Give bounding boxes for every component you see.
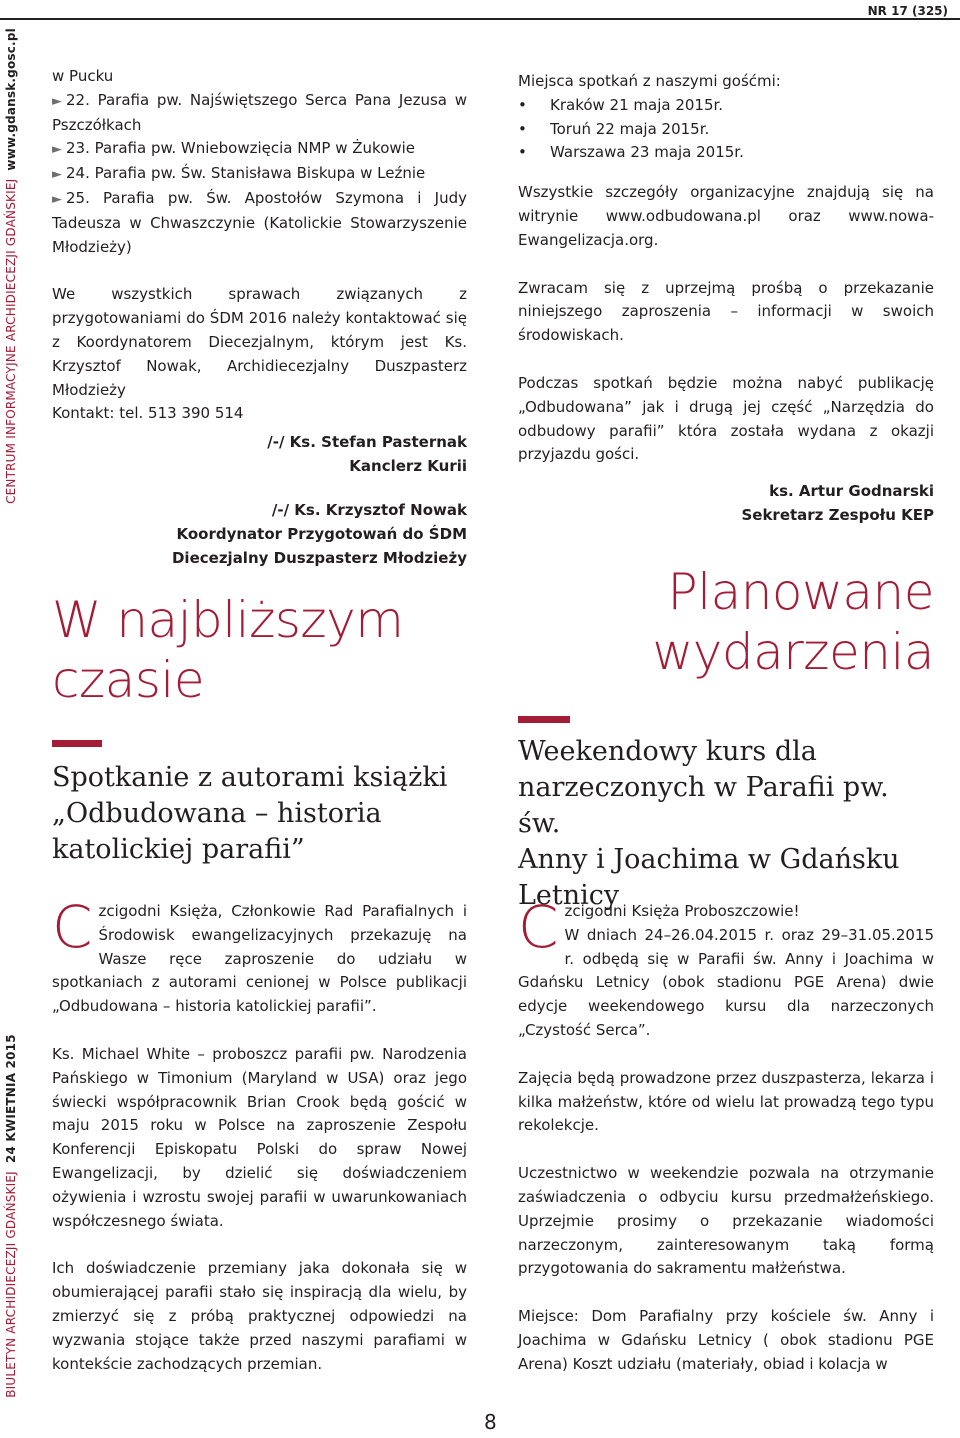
article-title-left — [52, 760, 467, 868]
article-title-right — [518, 734, 938, 914]
signature-role: Kanclerz Kurii — [349, 457, 467, 476]
signature-role: Diecezjalny Duszpasterz Młodzieży — [171, 549, 467, 568]
article-body-left — [52, 893, 467, 1376]
title-line: katolickiej parafii” — [52, 834, 305, 865]
paragraph-text: zcigodni Księża, Członkowie Rad Parafialnych i Środowisk ewangelizacyjnych przekazuję na Wasze ręce zaproszenie do udziału w spotkaniach z autorami cenionej w Polsce publikacji „Odbudowana – historia katolickiej parafii”. — [52, 902, 467, 1016]
side-band-top-part1: CENTRUM INFORMACYJNE ARCHIDIECEZJI GDAŃSKIEJ — [4, 178, 18, 504]
accent-bar — [52, 740, 102, 747]
places-list — [518, 94, 934, 165]
title-line: Anny i Joachima w Gdańsku — [518, 844, 900, 875]
article-body-right — [518, 893, 934, 1377]
left-top-block — [52, 65, 467, 570]
heading-line: wydarzenia — [652, 623, 934, 681]
list-item-text: 22. Parafia pw. Najświętszego Serca Pana Jezusa w Pszczółkach — [52, 90, 467, 134]
issue-number: NR 17 (325) — [867, 4, 948, 18]
side-band-bottom-part2: 24 KWIETNIA 2015 — [4, 1034, 18, 1164]
book-paragraph: Podczas spotkań będzie można nabyć publikację „Odbudowana” jak i drugą jej część „Narzędzia do odbudowy parafii” która została wydana z okazji przyjazdu gości. — [518, 373, 934, 464]
list-item — [52, 137, 467, 162]
side-band-bottom — [0, 1034, 22, 1398]
section-heading-right — [518, 562, 934, 682]
accent-bar — [518, 716, 570, 723]
title-line: Spotkanie z autorami książki — [52, 762, 448, 793]
page-number: 8 — [484, 1410, 497, 1434]
places-item: • Warszawa 23 maja 2015r. — [518, 141, 934, 165]
heading-line: czasie — [52, 651, 205, 709]
article-paragraph: Ich doświadczenie przemiany jaka dokonała się w obumierającej parafii stało się inspiracją dla wielu, by zmierzyć się z próbą praktycznej odpowiedzi na wyzwania stojące także przed naszymi parafiami w kontekście zachodzących przemian. — [52, 1259, 467, 1373]
signature-role: Koordynator Przygotowań do ŚDM — [176, 525, 467, 544]
signature-role: Sekretarz Zespołu KEP — [741, 506, 934, 525]
title-line: „Odbudowana – historia — [52, 798, 382, 829]
side-band-bottom-text — [4, 1034, 18, 1398]
paragraph-text: zcigodni Księża Proboszczowie! — [564, 902, 800, 920]
paragraph-text: W dniach 24–26.04.2015 r. oraz 29–31.05.2015 r. odbędą się w Parafii św. Anny i Joachima w Gdańsku Letnicy (obok stadionu PGE Arena) dwie edycje weekendowego kursu dla narzeczonych „Czystość Serca”. — [518, 925, 934, 1039]
article-paragraph: Miejsce: Dom Parafialny przy kościele św. Anny i Joachima w Gdańsku Letnicy ( obok stadionu PGE Arena) Koszt udziału (materiały, obiad i kolacja w — [518, 1307, 934, 1373]
signature-chancellor — [52, 430, 467, 478]
details-paragraph: Wszystkie szczegóły organizacyjne znajdują się na witrynie www.odbudowana.pl oraz www.nowa-Ewangelizacja.org. — [518, 183, 934, 249]
drop-cap: C — [52, 893, 93, 961]
triangle-bullet-icon: ► — [52, 191, 62, 207]
side-band-top — [0, 28, 22, 504]
drop-cap: C — [518, 893, 559, 961]
list-item — [52, 187, 467, 259]
signature-secretary — [518, 479, 934, 527]
article-paragraph: Ks. Michael White – proboszcz parafii pw. Narodzenia Pańskiego w Timonium (Maryland w USA) oraz jego świecki współpracownik Brian Crook będą gościć w maju 2015 roku w Polsce na zaproszenie Zespołu Konferencji Episkopatu Polski do spraw Nowej Ewangelizacji, by dzielić się doświadczeniem ożywienia i wzrostu swojej parafii w uwarunkowaniach współczesnego świata. — [52, 1044, 467, 1230]
heading-line: Planowane — [667, 563, 934, 621]
signature-coordinator — [52, 498, 467, 570]
places-item: • Toruń 22 maja 2015r. — [518, 118, 934, 142]
title-line: Weekendowy kurs dla — [518, 736, 817, 767]
right-top-block — [518, 70, 934, 527]
signature-name: /-/ Ks. Stefan Pasternak — [267, 433, 467, 452]
places-item: • Kraków 21 maja 2015r. — [518, 94, 934, 118]
triangle-bullet-icon: ► — [52, 167, 62, 183]
article-paragraph: Uczestnictwo w weekendzie pozwala na otrzymanie zaświadczenia o odbyciu kursu przedmałżeńskiego. Uprzejmie prosimy o przekazanie wiadomości narzeczonym, zainteresowanym taką formą przygotowania do sakramentu małżeństwa. — [518, 1164, 934, 1278]
request-paragraph: Zwracam się z uprzejmą prośbą o przekazanie niniejszego zaproszenia – informacji w swoich środowiskach. — [518, 278, 934, 345]
list-item — [52, 89, 467, 138]
heading-line: W najbliższym — [52, 591, 404, 649]
signature-name: /-/ Ks. Krzysztof Nowak — [271, 501, 467, 520]
article-paragraph — [518, 893, 934, 1043]
triangle-bullet-icon: ► — [52, 93, 62, 109]
side-band-top-part2: www.gdansk.gosc.pl — [4, 28, 18, 171]
contact-phone: Kontakt: tel. 513 390 514 — [52, 404, 244, 423]
side-band-bottom-part1: BIULETYN ARCHIDIECEZJI GDAŃSKIEJ — [4, 1171, 18, 1398]
side-band-top-text — [4, 28, 18, 504]
triangle-bullet-icon: ► — [52, 142, 62, 158]
section-heading-left — [52, 590, 403, 710]
list-item-text: 24. Parafia pw. Św. Stanisława Biskupa w Leźnie — [66, 164, 426, 183]
signature-name: ks. Artur Godnarski — [769, 482, 934, 501]
article-paragraph: Zajęcia będą prowadzone przez duszpasterza, lekarza i kilka małżeństw, które od wielu lat prowadzą tego typu rekolekcje. — [518, 1068, 934, 1135]
top-rule — [0, 18, 960, 20]
list-continuation: w Pucku — [52, 67, 114, 85]
title-line: Letnicy — [518, 880, 620, 911]
list-item-text: 25. Parafia pw. Św. Apostołów Szymona i Judy Tadeusza w Chwaszczynie (Katolickie Stowarzyszenie Młodzieży) — [52, 188, 467, 256]
contact-paragraph: We wszystkich sprawach związanych z przygotowaniami do ŚDM 2016 należy kontaktować się z Koordynatorem Diecezjalnym, którym jest Ks. Krzysztof Nowak, Archidiecezjalny Duszpasterz Młodzieży — [52, 285, 467, 399]
title-line: narzeczonych w Parafii pw. św. — [518, 772, 889, 839]
list-item-text: 23. Parafia pw. Wniebowzięcia NMP w Żukowie — [66, 139, 416, 158]
article-paragraph — [52, 893, 467, 1019]
list-item — [52, 162, 467, 187]
places-intro: Miejsca spotkań z naszymi gośćmi: — [518, 72, 781, 90]
